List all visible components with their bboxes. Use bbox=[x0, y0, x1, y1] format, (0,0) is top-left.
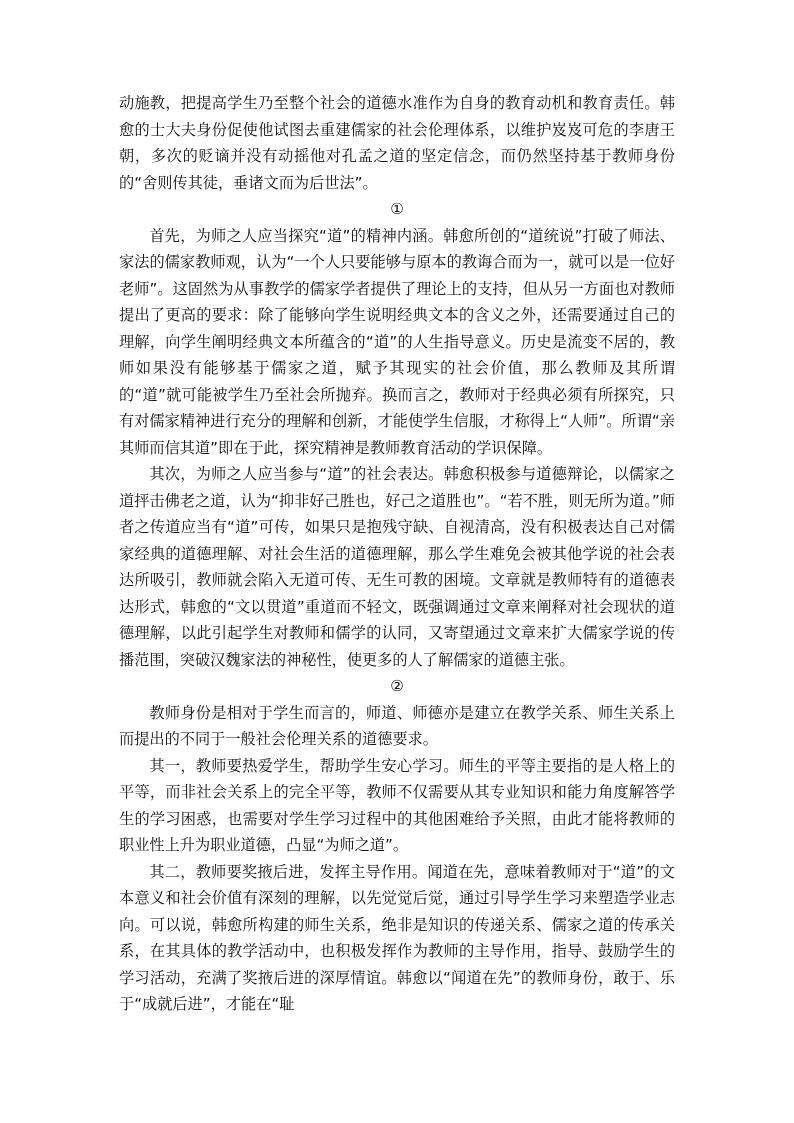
section-marker-1: ① bbox=[390, 200, 404, 218]
paragraph-intro-continuation: 动施教，把提高学生乃至整个社会的道德水准作为自身的教育动机和教育责任。韩愈的士大夫身份促使他试图去重建儒家的社会伦理体系，以维护岌岌可危的李唐王朝，多次的贬谪并没有动摇他对孔孟之道的坚定信念，而仍然坚持基于教师身份的“舍则传其徒，垂诸文而为后世法”。 bbox=[119, 94, 675, 192]
paragraph-explore-dao: 首先，为师之人应当探究“道”的精神内涵。韩愈所创的“道统说”打破了师法、家法的儒家教师观，认为“一个人只要能够与原本的教诲合而为一，就可以是一位好老师”。这固然为从事教学的儒家学者提供了理论上的支持，但从另一方面也对教师提出了更高的要求：除了能够向学生说明经典文本的含义之外，还需要通过自己的理解，向学生阐明经典文本所蕴含的“道”的人生指导意义。历史是流变不居的，教师如果没有能够基于儒家之道，赋予其现实的社会价值，那么教师及其所谓的“道”就可能被学生乃至社会所抛弃。换而言之，教师对于经典必须有所探究，只有对儒家精神进行充分的理解和创新，才能使学生信服，才称得上“人师”。所谓“亲其师而信其道”即在于此，探究精神是教师教育活动的学识保障。 bbox=[119, 226, 675, 457]
paragraph-teacher-identity: 教师身份是相对于学生而言的，师道、师德亦是建立在教学关系、师生关系上而提出的不同于一般社会伦理关系的道德要求。 bbox=[119, 703, 675, 748]
paragraph-guide-students: 其二，教师要奖掖后进，发挥主导作用。闻道在先，意味着教师对于“道”的文本意义和社会价值有深刻的理解，以先觉觉后觉，通过引导学生学习来塑造学业志向。可以说，韩愈所构建的师生关系，绝非是知识的传递关系、儒家之道的传承关系，在其具体的教学活动中，也积极发挥作为教师的主导作用，指导、鼓励学生的学习活动，充满了奖掖后进的深厚情谊。韩愈以“闻道在先”的教师身份，敢于、乐于“成就后进”，才能在“耻 bbox=[119, 862, 675, 1013]
paragraph-love-students: 其一，教师要热爱学生，帮助学生安心学习。师生的平等主要指的是人格上的平等，而非社会关系上的完全平等，教师不仅需要从其专业知识和能力角度解答学生的学习困惑，也需要对学生学习过程中的其他困难给予关照，由此才能将教师的职业性上升为职业道德，凸显“为师之道”。 bbox=[119, 756, 675, 854]
paragraph-express-dao: 其次，为师之人应当参与“道”的社会表达。韩愈积极参与道德辩论，以儒家之道抨击佛老之道，认为“抑非好己胜也，好己之道胜也”。“若不胜，则无所为道。”师者之传道应当有“道”可传，如果只是抱残守缺、自视清高，没有积极表达自己对儒家经典的道德理解、对社会生活的道德理解，那么学生难免会被其他学说的社会表达所吸引，教师就会陷入无道可传、无生可教的困境。文章就是教师特有的道德表达形式，韩愈的“文以贯道”重道而不轻文，既强调通过文章来阐释对社会现状的道德理解，以此引起学生对教师和儒学的认同，又寄望通过文章来扩大儒家学说的传播范围，突破汉魏家法的神秘性，使更多的人了解儒家的道德主张。 bbox=[119, 465, 675, 669]
section-marker-2: ② bbox=[390, 677, 404, 695]
document-body bbox=[119, 90, 675, 1018]
